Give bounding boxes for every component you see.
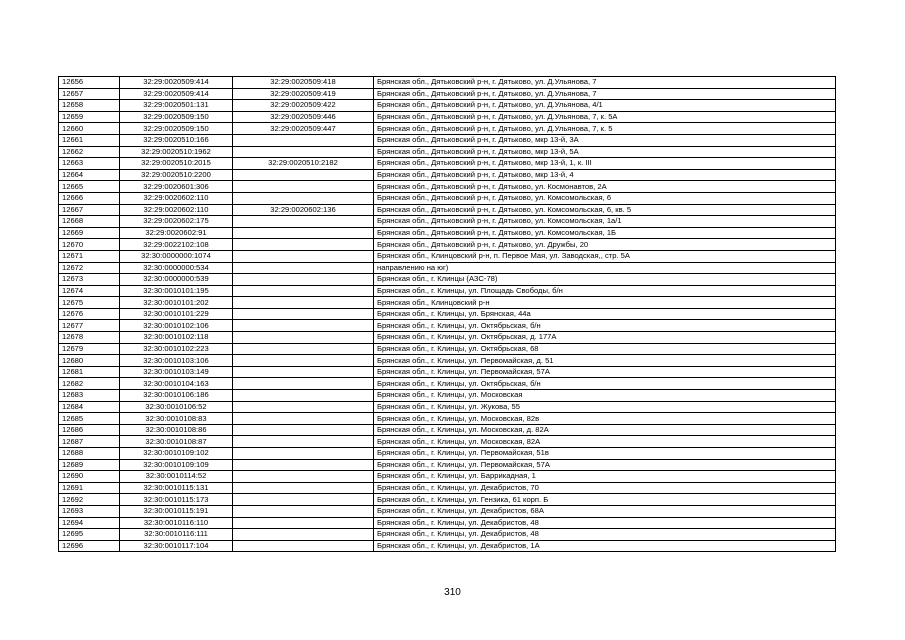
address-cell: Брянская обл., Клинцовский р-н	[374, 297, 836, 309]
address-cell: Брянская обл., Дятьковский р-н, г. Дятьково, ул. Дружбы, 20	[374, 239, 836, 251]
record-number-cell: 12690	[59, 471, 120, 483]
table-row	[59, 274, 836, 286]
address-cell: направлению на юг)	[374, 262, 836, 274]
record-number-cell: 12656	[59, 77, 120, 89]
table-row	[59, 494, 836, 506]
object-cadastral-number-cell	[233, 297, 374, 309]
address-cell: Брянская обл., г. Клинцы, ул. Площадь Свободы, б/н	[374, 285, 836, 297]
record-number-cell: 12678	[59, 332, 120, 344]
cadastral-number-cell: 32:30:0010115:131	[120, 482, 233, 494]
address-cell: Брянская обл., г. Клинцы, ул. Гензика, 61 корп. Б	[374, 494, 836, 506]
table-row	[59, 482, 836, 494]
address-cell: Брянская обл., Дятьковский р-н, г. Дятьково, мкр 13-й, 1, к. III	[374, 158, 836, 170]
record-number-cell: 12674	[59, 285, 120, 297]
cadastral-number-cell: 32:30:0010101:195	[120, 285, 233, 297]
cadastral-number-cell: 32:30:0010116:110	[120, 517, 233, 529]
cadastral-number-cell: 32:30:0010117:104	[120, 540, 233, 552]
object-cadastral-number-cell	[233, 250, 374, 262]
record-number-cell: 12695	[59, 529, 120, 541]
object-cadastral-number-cell: 32:29:0020509:422	[233, 100, 374, 112]
address-cell: Брянская обл., г. Клинцы, ул. Октябрьская, б/н	[374, 378, 836, 390]
object-cadastral-number-cell	[233, 366, 374, 378]
cadastral-number-cell: 32:30:0010101:229	[120, 308, 233, 320]
table-row	[59, 262, 836, 274]
record-number-cell: 12680	[59, 355, 120, 367]
table-row	[59, 436, 836, 448]
cadastral-number-cell: 32:29:0020602:91	[120, 227, 233, 239]
table-row	[59, 355, 836, 367]
table-row	[59, 111, 836, 123]
cadastral-number-cell: 32:29:0020510:1962	[120, 146, 233, 158]
cadastral-number-cell: 32:30:0000000:534	[120, 262, 233, 274]
table-row	[59, 146, 836, 158]
object-cadastral-number-cell	[233, 146, 374, 158]
cadastral-number-cell: 32:29:0020509:414	[120, 77, 233, 89]
table-row	[59, 413, 836, 425]
record-number-cell: 12660	[59, 123, 120, 135]
address-cell: Брянская обл., Дятьковский р-н, г. Дятьково, ул. Комсомольская, 6	[374, 192, 836, 204]
object-cadastral-number-cell	[233, 239, 374, 251]
table-row	[59, 459, 836, 471]
table-row	[59, 158, 836, 170]
address-cell: Брянская обл., г. Клинцы, ул. Октябрьская, 68	[374, 343, 836, 355]
object-cadastral-number-cell	[233, 192, 374, 204]
table-row	[59, 343, 836, 355]
address-cell: Брянская обл., г. Клинцы, ул. Декабристов, 70	[374, 482, 836, 494]
cadastral-number-cell: 32:29:0020602:175	[120, 216, 233, 228]
address-cell: Брянская обл., г. Клинцы, ул. Октябрьская, д. 177А	[374, 332, 836, 344]
record-number-cell: 12671	[59, 250, 120, 262]
address-cell: Брянская обл., г. Клинцы, ул. Декабристов, 48	[374, 517, 836, 529]
table-row	[59, 134, 836, 146]
record-number-cell: 12689	[59, 459, 120, 471]
object-cadastral-number-cell	[233, 540, 374, 552]
object-cadastral-number-cell	[233, 401, 374, 413]
object-cadastral-number-cell: 32:29:0020602:136	[233, 204, 374, 216]
record-number-cell: 12682	[59, 378, 120, 390]
object-cadastral-number-cell	[233, 134, 374, 146]
cadastral-number-cell: 32:30:0010104:163	[120, 378, 233, 390]
cadastral-number-cell: 32:30:0010106:186	[120, 390, 233, 402]
cadastral-number-cell: 32:29:0020509:414	[120, 88, 233, 100]
cadastral-number-cell: 32:30:0010106:52	[120, 401, 233, 413]
record-number-cell: 12691	[59, 482, 120, 494]
table-row	[59, 390, 836, 402]
object-cadastral-number-cell	[233, 274, 374, 286]
record-number-cell: 12665	[59, 181, 120, 193]
cadastral-number-cell: 32:30:0010102:106	[120, 320, 233, 332]
address-cell: Брянская обл., г. Клинцы, ул. Первомайская, д. 51	[374, 355, 836, 367]
object-cadastral-number-cell	[233, 320, 374, 332]
address-cell: Брянская обл., Дятьковский р-н, г. Дятьково, ул. Д.Ульянова, 4/1	[374, 100, 836, 112]
table-row	[59, 424, 836, 436]
record-number-cell: 12694	[59, 517, 120, 529]
address-cell: Брянская обл., Дятьковский р-н, г. Дятьково, ул. Комсомольская, 1а/1	[374, 216, 836, 228]
object-cadastral-number-cell	[233, 424, 374, 436]
record-number-cell: 12663	[59, 158, 120, 170]
table-row	[59, 216, 836, 228]
record-number-cell: 12684	[59, 401, 120, 413]
cadastral-number-cell: 32:30:0010108:87	[120, 436, 233, 448]
record-number-cell: 12696	[59, 540, 120, 552]
record-number-cell: 12679	[59, 343, 120, 355]
object-cadastral-number-cell: 32:29:0020509:446	[233, 111, 374, 123]
cadastral-number-cell: 32:29:0020510:166	[120, 134, 233, 146]
object-cadastral-number-cell	[233, 448, 374, 460]
address-cell: Брянская обл., г. Клинцы, ул. Московская, д. 82А	[374, 424, 836, 436]
cadastral-number-cell: 32:30:0010116:111	[120, 529, 233, 541]
cadastral-number-cell: 32:30:0010108:86	[120, 424, 233, 436]
cadastral-number-cell: 32:30:0010108:83	[120, 413, 233, 425]
object-cadastral-number-cell	[233, 181, 374, 193]
address-cell: Брянская обл., Дятьковский р-н, г. Дятьково, мкр 13-й, 5А	[374, 146, 836, 158]
cadastral-number-cell: 32:30:0000000:539	[120, 274, 233, 286]
address-cell: Брянская обл., г. Клинцы, ул. Первомайская, 51в	[374, 448, 836, 460]
address-cell: Брянская обл., г. Клинцы, ул. Декабристов, 48	[374, 529, 836, 541]
table-row	[59, 297, 836, 309]
object-cadastral-number-cell	[233, 332, 374, 344]
object-cadastral-number-cell: 32:29:0020510:2182	[233, 158, 374, 170]
record-number-cell: 12688	[59, 448, 120, 460]
object-cadastral-number-cell: 32:29:0020509:447	[233, 123, 374, 135]
table-row	[59, 285, 836, 297]
object-cadastral-number-cell	[233, 459, 374, 471]
address-cell: Брянская обл., Дятьковский р-н, г. Дятьково, ул. Д.Ульянова, 7	[374, 88, 836, 100]
record-number-cell: 12676	[59, 308, 120, 320]
address-cell: Брянская обл., Дятьковский р-н, г. Дятьково, мкр 13-й, 3А	[374, 134, 836, 146]
object-cadastral-number-cell	[233, 471, 374, 483]
record-number-cell: 12666	[59, 192, 120, 204]
record-number-cell: 12658	[59, 100, 120, 112]
cadastral-number-cell: 32:30:0010102:118	[120, 332, 233, 344]
object-cadastral-number-cell	[233, 285, 374, 297]
address-cell: Брянская обл., г. Клинцы, ул. Московская	[374, 390, 836, 402]
table-row	[59, 250, 836, 262]
table-row	[59, 529, 836, 541]
cadastral-number-cell: 32:30:0000000:1074	[120, 250, 233, 262]
address-cell: Брянская обл., г. Клинцы, ул. Декабристов, 1А	[374, 540, 836, 552]
table-row	[59, 227, 836, 239]
table-row	[59, 320, 836, 332]
object-cadastral-number-cell	[233, 227, 374, 239]
record-number-cell: 12668	[59, 216, 120, 228]
table-row	[59, 366, 836, 378]
address-cell: Брянская обл., г. Клинцы, ул. Октябрьская, б/н	[374, 320, 836, 332]
cadastral-number-cell: 32:29:0020509:150	[120, 123, 233, 135]
cadastral-number-cell: 32:29:0022102:108	[120, 239, 233, 251]
page-number: 310	[444, 587, 461, 598]
cadastral-number-cell: 32:30:0010103:149	[120, 366, 233, 378]
object-cadastral-number-cell	[233, 262, 374, 274]
record-number-cell: 12675	[59, 297, 120, 309]
record-number-cell: 12672	[59, 262, 120, 274]
address-cell: Брянская обл., г. Клинцы, ул. Жукова, 55	[374, 401, 836, 413]
cadastral-number-cell: 32:29:0020602:110	[120, 204, 233, 216]
record-number-cell: 12669	[59, 227, 120, 239]
object-cadastral-number-cell	[233, 517, 374, 529]
table-row	[59, 471, 836, 483]
table-row	[59, 169, 836, 181]
object-cadastral-number-cell	[233, 343, 374, 355]
address-cell: Брянская обл., Клинцовский р-н, п. Первое Мая, ул. Заводская,, стр. 5А	[374, 250, 836, 262]
table-row	[59, 308, 836, 320]
table-row	[59, 239, 836, 251]
record-number-cell: 12687	[59, 436, 120, 448]
object-cadastral-number-cell	[233, 494, 374, 506]
table-row	[59, 88, 836, 100]
address-cell: Брянская обл., Дятьковский р-н, г. Дятьково, мкр 13-й, 4	[374, 169, 836, 181]
table-row	[59, 100, 836, 112]
cadastral-number-cell: 32:29:0020601:306	[120, 181, 233, 193]
cadastral-number-cell: 32:30:0010102:223	[120, 343, 233, 355]
object-cadastral-number-cell	[233, 355, 374, 367]
address-cell: Брянская обл., г. Клинцы, ул. Московская, 82А	[374, 436, 836, 448]
record-number-cell: 12681	[59, 366, 120, 378]
table-row	[59, 77, 836, 89]
cadastral-number-cell: 32:30:0010101:202	[120, 297, 233, 309]
record-number-cell: 12662	[59, 146, 120, 158]
table-row	[59, 540, 836, 552]
registry-table	[58, 76, 836, 552]
address-cell: Брянская обл., Дятьковский р-н, г. Дятьково, ул. Комсомольская, 1Б	[374, 227, 836, 239]
record-number-cell: 12683	[59, 390, 120, 402]
address-cell: Брянская обл., Дятьковский р-н, г. Дятьково, ул. Д.Ульянова, 7, к. 5А	[374, 111, 836, 123]
cadastral-number-cell: 32:30:0010109:109	[120, 459, 233, 471]
table-row	[59, 204, 836, 216]
record-number-cell: 12692	[59, 494, 120, 506]
cadastral-number-cell: 32:30:0010114:52	[120, 471, 233, 483]
address-cell: Брянская обл., г. Клинцы, ул. Первомайская, 57А	[374, 459, 836, 471]
record-number-cell: 12670	[59, 239, 120, 251]
record-number-cell: 12673	[59, 274, 120, 286]
object-cadastral-number-cell	[233, 529, 374, 541]
table-row	[59, 448, 836, 460]
table-row	[59, 192, 836, 204]
object-cadastral-number-cell	[233, 378, 374, 390]
address-cell: Брянская обл., г. Клинцы, ул. Первомайская, 57А	[374, 366, 836, 378]
object-cadastral-number-cell: 32:29:0020509:418	[233, 77, 374, 89]
table-row	[59, 505, 836, 517]
table-row	[59, 401, 836, 413]
object-cadastral-number-cell	[233, 413, 374, 425]
object-cadastral-number-cell	[233, 390, 374, 402]
cadastral-number-cell: 32:29:0020510:2015	[120, 158, 233, 170]
registry-table-body	[59, 77, 836, 552]
address-cell: Брянская обл., Дятьковский р-н, г. Дятьково, ул. Д.Ульянова, 7, к. 5	[374, 123, 836, 135]
record-number-cell: 12693	[59, 505, 120, 517]
cadastral-number-cell: 32:30:0010115:173	[120, 494, 233, 506]
address-cell: Брянская обл., Дятьковский р-н, г. Дятьково, ул. Космонавтов, 2А	[374, 181, 836, 193]
object-cadastral-number-cell	[233, 482, 374, 494]
record-number-cell: 12664	[59, 169, 120, 181]
record-number-cell: 12659	[59, 111, 120, 123]
cadastral-number-cell: 32:30:0010115:191	[120, 505, 233, 517]
object-cadastral-number-cell	[233, 505, 374, 517]
cadastral-number-cell: 32:29:0020509:150	[120, 111, 233, 123]
object-cadastral-number-cell	[233, 436, 374, 448]
object-cadastral-number-cell	[233, 216, 374, 228]
object-cadastral-number-cell	[233, 308, 374, 320]
address-cell: Брянская обл., г. Клинцы, ул. Декабристов, 68А	[374, 505, 836, 517]
cadastral-number-cell: 32:30:0010103:106	[120, 355, 233, 367]
address-cell: Брянская обл., г. Клинцы (АЗС-78)	[374, 274, 836, 286]
table-row	[59, 378, 836, 390]
address-cell: Брянская обл., г. Клинцы, ул. Брянская, 44а	[374, 308, 836, 320]
object-cadastral-number-cell	[233, 169, 374, 181]
record-number-cell: 12667	[59, 204, 120, 216]
record-number-cell: 12685	[59, 413, 120, 425]
table-row	[59, 123, 836, 135]
cadastral-number-cell: 32:29:0020510:2200	[120, 169, 233, 181]
address-cell: Брянская обл., Дятьковский р-н, г. Дятьково, ул. Д.Ульянова, 7	[374, 77, 836, 89]
table-row	[59, 181, 836, 193]
cadastral-number-cell: 32:29:0020602:110	[120, 192, 233, 204]
table-row	[59, 517, 836, 529]
table-row	[59, 332, 836, 344]
object-cadastral-number-cell: 32:29:0020509:419	[233, 88, 374, 100]
cadastral-number-cell: 32:30:0010109:102	[120, 448, 233, 460]
address-cell: Брянская обл., г. Клинцы, ул. Московская, 82в	[374, 413, 836, 425]
record-number-cell: 12677	[59, 320, 120, 332]
address-cell: Брянская обл., Дятьковский р-н, г. Дятьково, ул. Комсомольская, 6, кв. 5	[374, 204, 836, 216]
record-number-cell: 12661	[59, 134, 120, 146]
record-number-cell: 12657	[59, 88, 120, 100]
cadastral-number-cell: 32:29:0020501:131	[120, 100, 233, 112]
address-cell: Брянская обл., г. Клинцы, ул. Баррикадная, 1	[374, 471, 836, 483]
record-number-cell: 12686	[59, 424, 120, 436]
